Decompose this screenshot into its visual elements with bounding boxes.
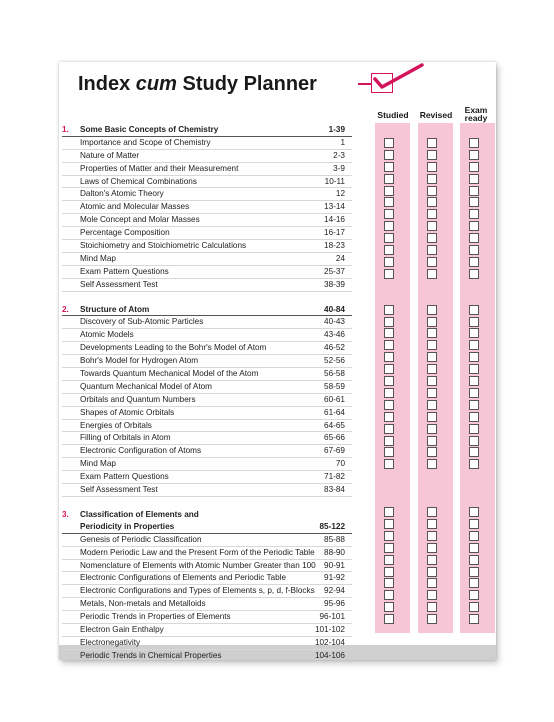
topic-pages: 102-104 — [314, 637, 345, 647]
studied-checkbox[interactable] — [384, 209, 394, 219]
topic-name: Discovery of Sub-Atomic Particles — [80, 317, 204, 327]
revised-checkbox[interactable] — [427, 328, 437, 338]
revised-checkbox[interactable] — [427, 233, 437, 243]
revised-checkbox[interactable] — [427, 245, 437, 255]
topic-pages: 88-90 — [324, 547, 345, 557]
topic-pages: 56-58 — [324, 369, 345, 379]
exam-ready-checkbox[interactable] — [469, 221, 479, 231]
topic-row — [62, 253, 352, 266]
studied-checkbox[interactable] — [384, 555, 394, 565]
topic-pages: 38-39 — [324, 279, 345, 289]
topic-pages: 67-69 — [324, 446, 345, 456]
chapter-title: Structure of Atom — [80, 304, 150, 314]
checkmark-icon — [372, 63, 428, 93]
exam-ready-checkbox[interactable] — [469, 459, 479, 469]
exam-ready-checkbox[interactable] — [469, 352, 479, 362]
revised-checkbox[interactable] — [427, 543, 437, 553]
exam-ready-checkbox[interactable] — [469, 602, 479, 612]
topic-pages: 3-9 — [333, 163, 345, 173]
exam-ready-checkbox[interactable] — [469, 590, 479, 600]
studied-checkbox[interactable] — [384, 150, 394, 160]
revised-checkbox[interactable] — [427, 138, 437, 148]
topic-pages: 25-37 — [324, 266, 345, 276]
chapter-title: Classification of Elements and — [80, 509, 199, 519]
revised-checkbox[interactable] — [427, 567, 437, 577]
title-italic: cum — [135, 73, 177, 95]
exam-ready-checkbox[interactable] — [469, 257, 479, 267]
revised-checkbox[interactable] — [427, 590, 437, 600]
topic-pages: 52-56 — [324, 356, 345, 366]
chapter-pages: 1-39 — [328, 125, 345, 134]
topic-pages: 90-91 — [324, 560, 345, 570]
chapter-number: 1. — [62, 125, 69, 134]
topic-row — [62, 572, 352, 585]
exam-ready-checkbox[interactable] — [469, 424, 479, 434]
topic-row — [62, 329, 352, 342]
topic-name: Electron Gain Enthalpy — [80, 624, 164, 634]
topic-row — [62, 150, 352, 163]
chapter-number: 3. — [62, 509, 69, 519]
revised-checkbox[interactable] — [427, 317, 437, 327]
section-gap — [62, 497, 352, 509]
studied-checkbox[interactable] — [384, 174, 394, 184]
exam-ready-checkbox[interactable] — [469, 305, 479, 315]
exam-ready-checkbox[interactable] — [469, 209, 479, 219]
topic-name: Orbitals and Quantum Numbers — [80, 394, 196, 404]
studied-checkbox[interactable] — [384, 257, 394, 267]
topic-name: Towards Quantum Mechanical Model of the Atom — [80, 369, 259, 379]
studied-checkbox[interactable] — [384, 305, 394, 315]
topic-pages: 70 — [335, 459, 345, 469]
exam-ready-checkbox[interactable] — [469, 233, 479, 243]
title-suffix: Study Planner — [176, 73, 317, 95]
topic-name: Mind Map — [80, 459, 116, 469]
topic-row — [62, 458, 352, 471]
topic-name: Mind Map — [80, 253, 116, 263]
topic-row — [62, 547, 352, 560]
topic-name: Dalton's Atomic Theory — [80, 189, 164, 199]
exam-ready-checkbox[interactable] — [469, 614, 479, 624]
topic-row — [62, 637, 352, 650]
topic-name: Modern Periodic Law and the Present Form of the Periodic Table — [80, 547, 315, 557]
topic-name: Nature of Matter — [80, 150, 140, 160]
topic-name: Stoichiometry and Stoichiometric Calculations — [80, 241, 247, 251]
chapter-heading — [62, 304, 352, 317]
exam-ready-checkbox[interactable] — [469, 543, 479, 553]
studied-checkbox[interactable] — [384, 400, 394, 410]
topic-row — [62, 368, 352, 381]
studied-checkbox[interactable] — [384, 531, 394, 541]
exam-ready-checkbox[interactable] — [469, 578, 479, 588]
revised-checkbox[interactable] — [427, 531, 437, 541]
topic-row — [62, 266, 352, 279]
chapter-title: Some Basic Concepts of Chemistry — [80, 125, 219, 134]
column-header-revised: Revised — [419, 110, 453, 120]
topic-pages: 83-84 — [324, 485, 345, 495]
studied-checkbox[interactable] — [384, 328, 394, 338]
topic-name: Percentage Composition — [80, 228, 170, 238]
chapter-pages: 40-84 — [324, 304, 345, 314]
section-gap — [62, 292, 352, 304]
topic-name: Nomenclature of Elements with Atomic Number Greater than 100 — [80, 560, 316, 570]
topic-pages: 92-94 — [324, 586, 345, 596]
exam-ready-checkbox[interactable] — [469, 162, 479, 172]
revised-checkbox[interactable] — [427, 555, 437, 565]
revised-checkbox[interactable] — [427, 209, 437, 219]
revised-checkbox[interactable] — [427, 340, 437, 350]
topic-pages: 1 — [340, 137, 345, 147]
topic-pages: 2-3 — [333, 150, 345, 160]
topic-pages: 18-23 — [324, 241, 345, 251]
topic-name: Atomic Models — [80, 330, 134, 340]
exam-ready-checkbox[interactable] — [469, 138, 479, 148]
topic-row — [62, 624, 352, 637]
topic-name: Electronegativity — [80, 637, 141, 647]
topic-pages: 43-46 — [324, 330, 345, 340]
exam-ready-checkbox[interactable] — [469, 400, 479, 410]
studied-checkbox[interactable] — [384, 233, 394, 243]
studied-checkbox[interactable] — [384, 436, 394, 446]
topic-row — [62, 188, 352, 201]
topic-pages: 14-16 — [324, 215, 345, 225]
revised-checkbox[interactable] — [427, 412, 437, 422]
column-header-studied: Studied — [377, 110, 409, 120]
revised-checkbox[interactable] — [427, 614, 437, 624]
topic-row — [62, 611, 352, 624]
topic-pages: 65-66 — [324, 433, 345, 443]
topic-row — [62, 381, 352, 394]
studied-checkbox[interactable] — [384, 459, 394, 469]
chapter-title: Periodicity in Properties — [80, 521, 175, 531]
topic-row — [62, 432, 352, 445]
revised-checkbox[interactable] — [427, 269, 437, 279]
studied-checkbox[interactable] — [384, 507, 394, 517]
studied-checkbox[interactable] — [384, 578, 394, 588]
topic-row — [62, 650, 352, 663]
exam-ready-checkbox[interactable] — [469, 436, 479, 446]
revised-checkbox[interactable] — [427, 424, 437, 434]
topic-name: Self Assessment Test — [80, 485, 158, 495]
studied-checkbox[interactable] — [384, 602, 394, 612]
topic-row — [62, 163, 352, 176]
topic-name: Exam Pattern Questions — [80, 266, 169, 276]
topic-row — [62, 407, 352, 420]
studied-checkbox[interactable] — [384, 614, 394, 624]
exam-ready-checkbox[interactable] — [469, 531, 479, 541]
studied-checkbox[interactable] — [384, 519, 394, 529]
topic-name: Electronic Configurations of Elements and Periodic Table — [80, 573, 287, 583]
topic-pages: 101-102 — [314, 624, 345, 634]
topic-pages: 10-11 — [324, 176, 345, 186]
topic-row — [62, 214, 352, 227]
topic-name: Energies of Orbitals — [80, 420, 152, 430]
revised-checkbox[interactable] — [427, 150, 437, 160]
revised-checkbox[interactable] — [427, 436, 437, 446]
revised-checkbox[interactable] — [427, 162, 437, 172]
studied-checkbox[interactable] — [384, 567, 394, 577]
column-header-exam-ready: Exam ready — [464, 105, 488, 123]
revised-checkbox[interactable] — [427, 519, 437, 529]
topic-pages: 24 — [335, 253, 345, 263]
revised-checkbox[interactable] — [427, 197, 437, 207]
topic-name: Mole Concept and Molar Masses — [80, 215, 200, 225]
topic-name: Properties of Matter and their Measurement — [80, 163, 239, 173]
topic-pages: 16-17 — [324, 228, 345, 238]
title-prefix: Index — [78, 73, 136, 95]
revised-checkbox[interactable] — [427, 447, 437, 457]
studied-checkbox[interactable] — [384, 412, 394, 422]
topic-name: Genesis of Periodic Classification — [80, 534, 202, 544]
exam-ready-checkbox[interactable] — [469, 388, 479, 398]
topic-pages: 40-43 — [324, 317, 345, 327]
topic-name: Shapes of Atomic Orbitals — [80, 407, 175, 417]
topic-name: Developments Leading to the Bohr's Model of Atom — [80, 343, 267, 353]
title-rule — [358, 83, 372, 85]
revised-checkbox[interactable] — [427, 174, 437, 184]
topic-pages: 91-92 — [324, 573, 345, 583]
studied-checkbox[interactable] — [384, 376, 394, 386]
topic-row — [62, 342, 352, 355]
topic-pages: 61-64 — [324, 407, 345, 417]
topic-row — [62, 585, 352, 598]
revised-checkbox[interactable] — [427, 257, 437, 267]
revised-checkbox[interactable] — [427, 186, 437, 196]
exam-ready-checkbox[interactable] — [469, 376, 479, 386]
exam-ready-checkbox[interactable] — [469, 150, 479, 160]
topic-pages: 96-101 — [319, 612, 345, 622]
topic-row — [62, 420, 352, 433]
topic-pages: 12 — [335, 189, 345, 199]
revised-checkbox[interactable] — [427, 352, 437, 362]
topic-name: Electronic Configuration of Atoms — [80, 446, 202, 456]
chapter-heading — [62, 509, 352, 521]
exam-ready-checkbox[interactable] — [469, 317, 479, 327]
topic-row — [62, 137, 352, 150]
revised-checkbox[interactable] — [427, 388, 437, 398]
topic-name: Atomic and Molecular Masses — [80, 202, 190, 212]
studied-checkbox[interactable] — [384, 162, 394, 172]
topic-row — [62, 445, 352, 458]
index-table — [62, 124, 352, 663]
studied-checkbox[interactable] — [384, 352, 394, 362]
topic-row — [62, 201, 352, 214]
studied-checkbox[interactable] — [384, 388, 394, 398]
revised-checkbox[interactable] — [427, 459, 437, 469]
topic-pages: 71-82 — [324, 472, 345, 482]
studied-checkbox[interactable] — [384, 340, 394, 350]
page-title — [78, 73, 378, 96]
revised-checkbox[interactable] — [427, 221, 437, 231]
topic-row — [62, 240, 352, 253]
studied-checkbox[interactable] — [384, 245, 394, 255]
topic-row — [62, 355, 352, 368]
exam-ready-checkbox[interactable] — [469, 186, 479, 196]
exam-ready-checkbox[interactable] — [469, 197, 479, 207]
revised-checkbox[interactable] — [427, 305, 437, 315]
topic-row — [62, 176, 352, 189]
studied-checkbox[interactable] — [384, 221, 394, 231]
topic-row — [62, 316, 352, 329]
exam-ready-checkbox[interactable] — [469, 174, 479, 184]
exam-ready-checkbox[interactable] — [469, 447, 479, 457]
topic-name: Metals, Non-metals and Metalloids — [80, 599, 206, 609]
exam-ready-checkbox[interactable] — [469, 340, 479, 350]
studied-checkbox[interactable] — [384, 364, 394, 374]
topic-row — [62, 598, 352, 611]
exam-ready-checkbox[interactable] — [469, 364, 479, 374]
topic-pages: 64-65 — [324, 420, 345, 430]
topic-name: Bohr's Model for Hydrogen Atom — [80, 356, 199, 366]
studied-checkbox[interactable] — [384, 269, 394, 279]
revised-checkbox[interactable] — [427, 602, 437, 612]
studied-checkbox[interactable] — [384, 138, 394, 148]
topic-pages: 60-61 — [324, 394, 345, 404]
topic-pages: 95-96 — [324, 599, 345, 609]
topic-pages: 85-88 — [324, 534, 345, 544]
topic-name: Periodic Trends in Properties of Elements — [80, 612, 231, 622]
chapter-pages: 85-122 — [319, 521, 345, 531]
topic-row — [62, 279, 352, 292]
studied-checkbox[interactable] — [384, 197, 394, 207]
revised-checkbox[interactable] — [427, 578, 437, 588]
studied-checkbox[interactable] — [384, 543, 394, 553]
exam-ready-checkbox[interactable] — [469, 412, 479, 422]
topic-row — [62, 560, 352, 573]
studied-checkbox[interactable] — [384, 186, 394, 196]
topic-name: Periodic Trends in Chemical Properties — [80, 650, 222, 660]
topic-name: Quantum Mechanical Model of Atom — [80, 381, 212, 391]
exam-ready-checkbox[interactable] — [469, 269, 479, 279]
chapter-heading — [62, 124, 352, 137]
exam-ready-checkbox[interactable] — [469, 555, 479, 565]
exam-ready-checkbox[interactable] — [469, 567, 479, 577]
topic-row — [62, 484, 352, 497]
exam-ready-checkbox[interactable] — [469, 328, 479, 338]
studied-checkbox[interactable] — [384, 590, 394, 600]
exam-ready-checkbox[interactable] — [469, 507, 479, 517]
topic-name: Laws of Chemical Combinations — [80, 176, 197, 186]
revised-checkbox[interactable] — [427, 400, 437, 410]
topic-name: Self Assessment Test — [80, 279, 158, 289]
topic-row — [62, 534, 352, 547]
revised-checkbox[interactable] — [427, 376, 437, 386]
revised-checkbox[interactable] — [427, 507, 437, 517]
topic-row — [62, 394, 352, 407]
topic-name: Exam Pattern Questions — [80, 472, 169, 482]
topic-row — [62, 227, 352, 240]
topic-pages: 58-59 — [324, 381, 345, 391]
topic-pages: 104-106 — [314, 650, 345, 660]
topic-pages: 46-52 — [324, 343, 345, 353]
topic-name: Filling of Orbitals in Atom — [80, 433, 171, 443]
exam-ready-checkbox[interactable] — [469, 245, 479, 255]
studied-checkbox[interactable] — [384, 317, 394, 327]
studied-checkbox[interactable] — [384, 424, 394, 434]
topic-name: Importance and Scope of Chemistry — [80, 137, 211, 147]
topic-row — [62, 471, 352, 484]
revised-checkbox[interactable] — [427, 364, 437, 374]
topic-name: Electronic Configurations and Types of Elements s, p, d, f-Blocks — [80, 586, 315, 596]
chapter-heading — [62, 521, 352, 534]
exam-ready-checkbox[interactable] — [469, 519, 479, 529]
studied-checkbox[interactable] — [384, 447, 394, 457]
chapter-number: 2. — [62, 304, 69, 314]
topic-pages: 13-14 — [324, 202, 345, 212]
